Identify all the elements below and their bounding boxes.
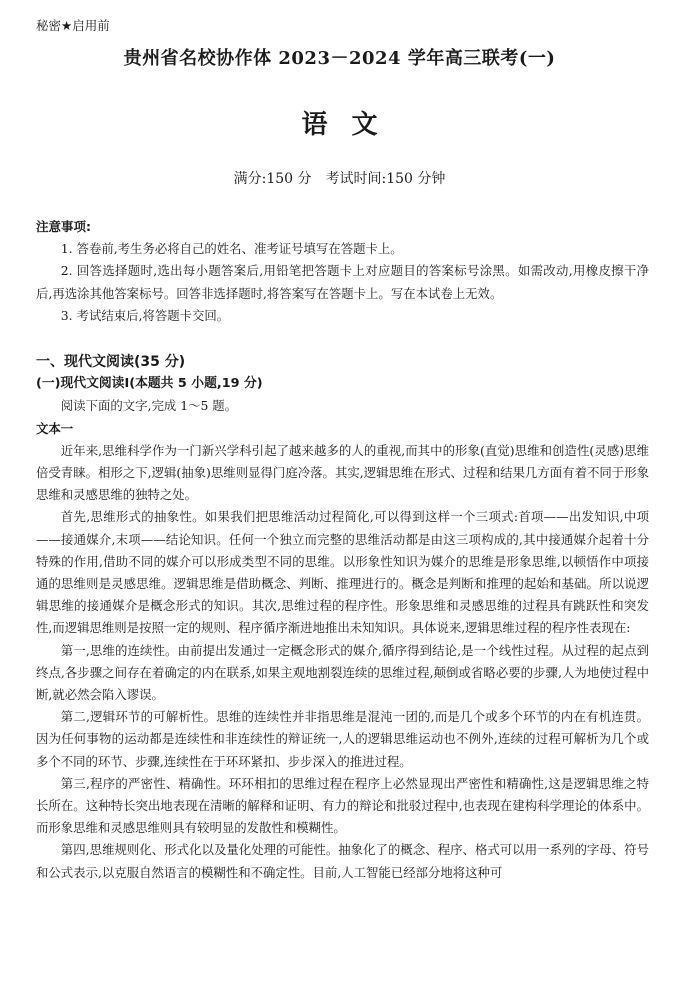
passage-paragraph: 第二,逻辑环节的可解析性。思维的连续性并非指思维是混沌一团的,而是几个或多个环节的内在有机连贯。因为任何事物的运动都是连续性和非连续性的辩证统一,人的逻辑思维运动也不例外,连续的过程可解析为几个或多个不同的环节、步骤,连续性在于环环紧扣、步步深入的推进过程。	[36, 709, 649, 769]
note-item: 1. 答卷前,考生务必将自己的姓名、准考证号填写在答题卡上。	[60, 241, 403, 257]
exam-title: 贵州省名校协作体 2023－2024 学年高三联考(一)	[123, 48, 556, 69]
confidential-mark: 秘密★启用前	[36, 18, 110, 33]
subject-title: 语文	[301, 110, 402, 140]
score-and-time: 满分:150 分 考试时间:150 分钟	[233, 171, 446, 187]
passage-paragraph: 近年来,思维科学作为一门新兴学科引起了越来越多的人的重视,而其中的形象(直觉)思维和创造性(灵感)思维倍受青睐。相形之下,逻辑(抽象)思维则显得门庭冷落。其实,逻辑思维在形式、过程和结果几方面有着不同于形象思维和灵感思维的独特之处。	[36, 442, 649, 503]
notes-heading: 注意事项:	[36, 219, 91, 234]
passage-paragraph: 第一,思维的连续性。由前提出发通过一定概念形式的媒介,循序得到结论,是一个线性过程。从过程的起点到终点,各步骤之间存在着确定的内在联系,如果主观地割裂连续的思维过程,颠倒或省略必要的步骤,人为地使过程中断,就必然会陷入谬误。	[36, 642, 649, 703]
text-label: 文本一	[36, 420, 74, 436]
note-item: 2. 回答选择题时,选出每小题答案后,用铅笔把答题卡上对应题目的答案标号涂黑。如需改动,用橡皮擦干净后,再选涂其他答案标号。回答非选择题时,将答案写在答题卡上。写在本试卷上无效。	[36, 263, 649, 301]
note-item: 3. 考试结束后,将答题卡交回。	[60, 307, 230, 323]
passage-paragraph: 第四,思维规则化、形式化以及量化处理的可能性。抽象化了的概念、程序、格式可以用一系列的字母、符号和公式表示,以克服自然语言的模糊性和不确定性。目前,人工智能已经部分地将这种可	[36, 842, 649, 880]
exam-content	[36, 216, 649, 884]
passage-paragraph: 第三,程序的严密性、精确性。环环相扣的思维过程在程序上必然显现出严密性和精确性,这是逻辑思维之特长所在。这种特长突出地表现在清晰的解释和证明、有力的辩论和批驳过程中,也表现在建构科学理论的体系中。而形象思维和灵感思维则具有较明显的发散性和模糊性。	[36, 775, 649, 836]
passage-paragraph: 首先,思维形式的抽象性。如果我们把思维活动过程简化,可以得到这样一个三项式:首项——出发知识,中项——接通媒介,末项——结论知识。任何一个独立而完整的思维活动都是由这三项构成的,其中接通媒介起着十分特殊的作用,借助不同的媒介可以形成类型不同的思维。以形象性知识为媒介的思维是形象思维,以顿悟作中项接通的思维则是灵感思维。逻辑思维是借助概念、判断、推理进行的。概念是判断和推理的起始和基础。所以说逻辑思维的接通媒介是概念形式的知识。其次,思维过程的程序性。形象思维和灵感思维的过程具有跳跃性和突发性,而逻辑思维则是按照一定的规则、程序循序渐进地推出未知知识。具体说来,逻辑思维过程的程序性表现在:	[36, 509, 649, 636]
reading-instruction: 阅读下面的文字,完成 1～5 题。	[60, 398, 238, 414]
section-heading: 一、现代文阅读(35 分)	[36, 354, 186, 371]
subsection-heading: (一)现代文阅读Ⅰ(本题共 5 小题,19 分)	[36, 376, 263, 392]
